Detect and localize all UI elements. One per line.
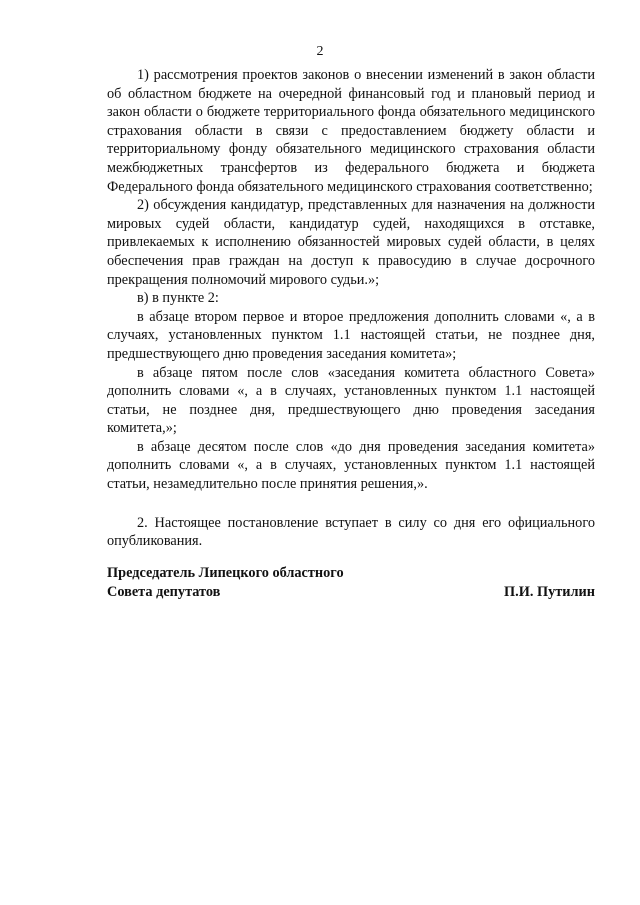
paragraph-amendment-abzac-10: в абзаце десятом после слов «до дня проведения заседания комитета» дополнить словами «, а в случаях, установленных пунктом 1.1 настоящей статьи, незамедлительно после принятия решения,». — [107, 438, 595, 493]
signature-row — [107, 583, 595, 602]
paragraph-item-1: 1) рассмотрения проектов законов о внесении изменений в закон области об областном бюджете на очередной финансовый год и плановый период и закон области о бюджете территориального фонда обязательного медицинского страхования области в связи с предоставлением бюджету области и территориальному фонду обязательного медицинского страхования области межбюджетных трансфертов из федерального бюджета и бюджета Федерального фонда обязательного медицинского страхования соответственно; — [107, 67, 595, 195]
paragraph-item-2: 2) обсуждения кандидатур, представленных для назначения на должности мировых судей области, кандидатур судей, находящихся в отставке, привлекаемых к исполнению обязанностей мировых судей области, в целях обеспечения прав граждан на доступ к правосудию в случае досрочного прекращения полномочий мирового судьи.»; — [107, 197, 595, 288]
signatory-title-line2: Совета депутатов — [107, 583, 221, 600]
document-body — [107, 66, 595, 551]
paragraph-amendment-abzac-5: в абзаце пятом после слов «заседания комитета областного Совета» дополнить словами «, а в случаях, установленных пунктом 1.1 настоящей статьи, не позднее дня, предшествующего дню проведения заседания комитета,»; — [107, 364, 595, 437]
clause-2-paragraph: 2. Настоящее постановление вступает в силу со дня его официального опубликования. — [107, 514, 595, 550]
spacer — [107, 494, 595, 514]
paragraph-amendment-abzac-2: в абзаце втором первое и второе предложения дополнить словами «, а в случаях, установленных пунктом 1.1 настоящей статьи, не позднее дня, предшествующего дню проведения заседания комитета»; — [107, 308, 595, 362]
signature-block — [107, 564, 595, 601]
page-number: 2 — [316, 44, 324, 59]
signatory-title-line1: Председатель Липецкого областного — [107, 565, 344, 581]
signatory-name: П.И. Путилин — [504, 583, 595, 600]
paragraph-subpoint-v: в) в пункте 2: — [137, 290, 219, 307]
